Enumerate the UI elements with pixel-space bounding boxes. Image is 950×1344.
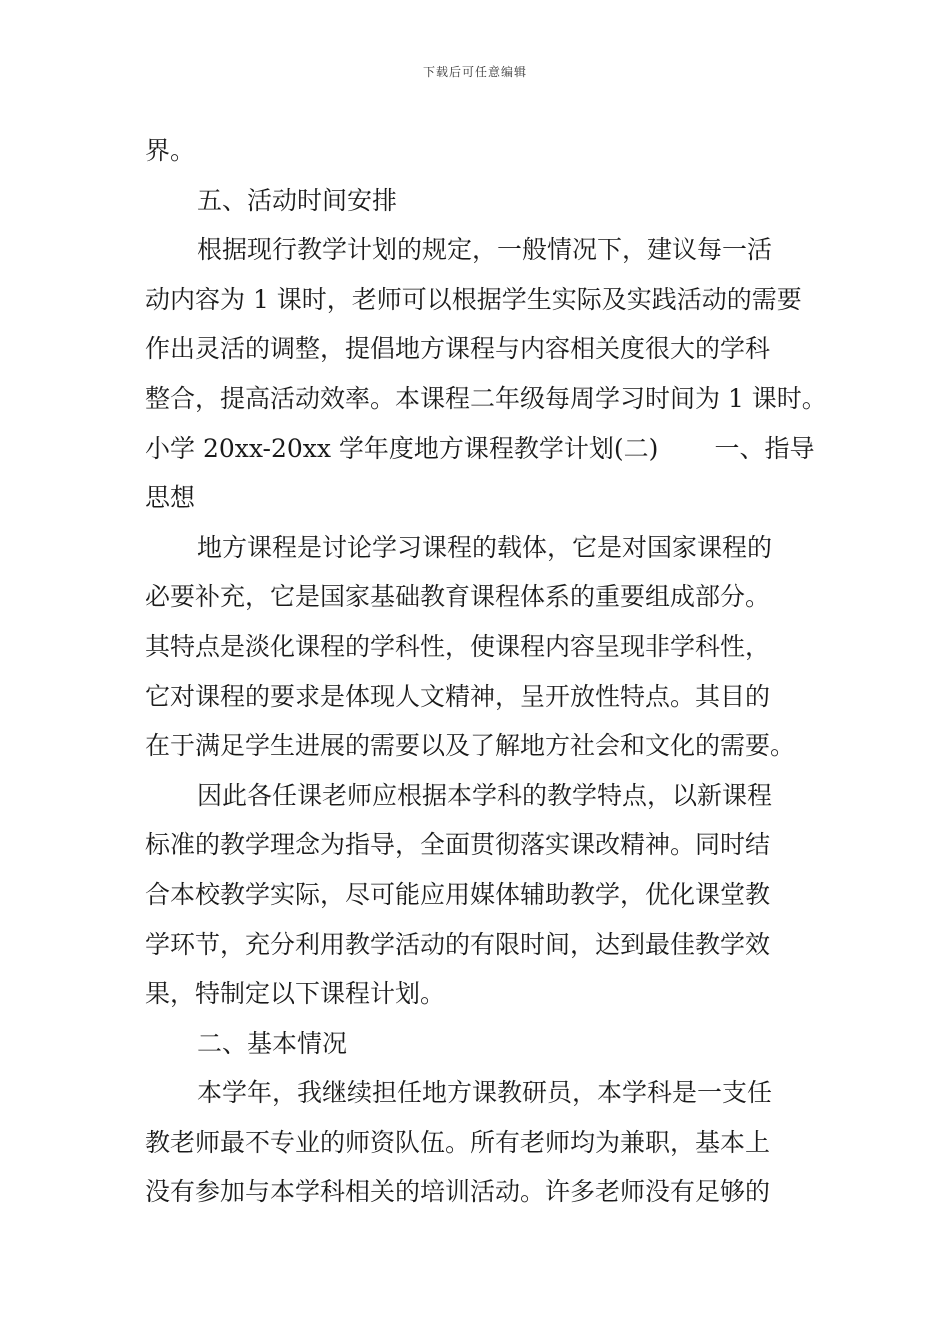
text-line: 它对课程的要求是体现人文精神，呈开放性特点。其目的 <box>145 681 771 711</box>
text-line: 整合，提高活动效率。本课程二年级每周学习时间为 1 课时。 <box>145 383 827 413</box>
text-line: 在于满足学生进展的需要以及了解地方社会和文化的需要。 <box>145 731 796 761</box>
text-line: 动内容为 1 课时，老师可以根据学生实际及实践活动的需要 <box>145 284 802 314</box>
text-line: 思想 <box>145 483 196 513</box>
text-line: 标准的教学理念为指导，全面贯彻落实课改精神。同时结 <box>145 830 771 860</box>
text-line: 合本校教学实际，尽可能应用媒体辅助教学，优化课堂教 <box>145 879 771 909</box>
page-header: 下载后可任意编辑 <box>422 65 527 79</box>
section-heading: 五、活动时间安排 <box>197 185 398 215</box>
text-line: 本学年，我继续担任地方课教研员，本学科是一支任 <box>197 1078 773 1108</box>
text-line: 界。 <box>145 136 196 165</box>
body-text <box>145 126 825 1217</box>
text-line: 没有参加与本学科相关的培训活动。许多老师没有足够的 <box>145 1177 771 1207</box>
text-line: 因此各任课老师应根据本学科的教学特点，以新课程 <box>197 780 773 810</box>
text-line: 其特点是淡化课程的学科性，使课程内容呈现非学科性， <box>145 631 771 661</box>
text-line: 地方课程是讨论学习课程的载体，它是对国家课程的 <box>197 532 773 562</box>
section-heading: 一、指导 <box>714 433 815 463</box>
text-line: 作出灵活的调整，提倡地方课程与内容相关度很大的学科 <box>145 334 771 364</box>
section-heading: 二、基本情况 <box>197 1028 348 1058</box>
text-line: 根据现行教学计划的规定，一般情况下，建议每一活 <box>197 235 773 265</box>
text-line: 学环节，充分利用教学活动的有限时间，达到最佳教学效 <box>145 929 771 959</box>
text-line: 必要补充，它是国家基础教育课程体系的重要组成部分。 <box>145 582 771 612</box>
document-title: 小学 20xx-20xx 学年度地方课程教学计划(二) <box>145 433 659 463</box>
text-line-title <box>145 424 825 474</box>
text-line: 果，特制定以下课程计划。 <box>145 979 446 1009</box>
text-line: 教老师最不专业的师资队伍。所有老师均为兼职，基本上 <box>145 1127 771 1157</box>
